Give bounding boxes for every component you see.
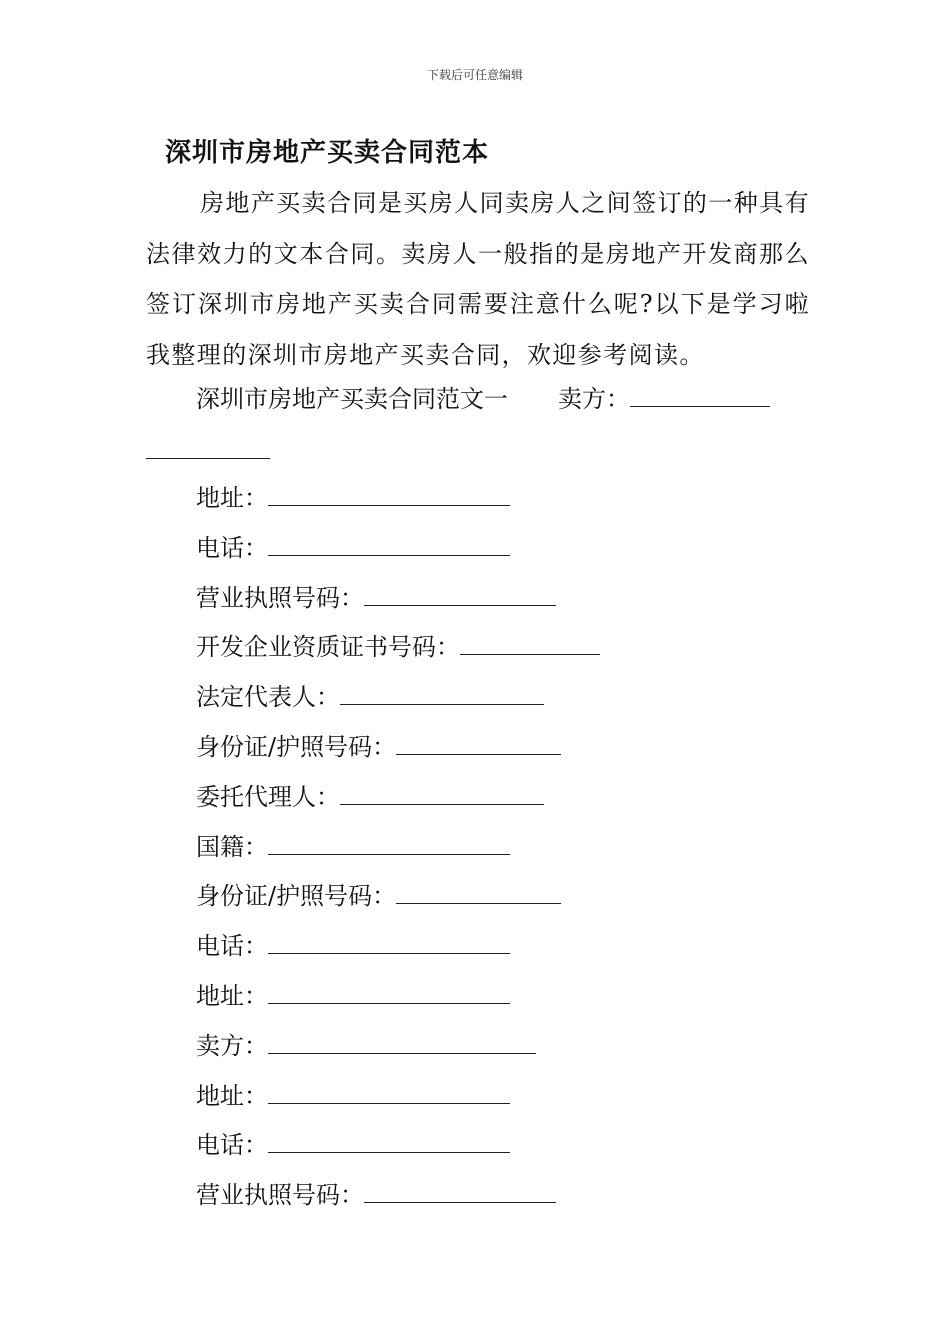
field-row bbox=[196, 1174, 600, 1224]
seller-blank[interactable] bbox=[630, 378, 770, 407]
field-label: 电话： bbox=[196, 533, 268, 562]
field-label: 地址： bbox=[196, 1081, 268, 1110]
field-row bbox=[196, 925, 600, 975]
page-header: 下载后可任意编辑 bbox=[426, 68, 523, 82]
field-blank[interactable] bbox=[268, 975, 510, 1004]
field-blank[interactable] bbox=[268, 527, 510, 556]
field-label: 法定代表人： bbox=[196, 683, 340, 712]
field-row bbox=[196, 1124, 600, 1174]
field-label: 电话： bbox=[196, 932, 268, 961]
field-row bbox=[196, 875, 600, 925]
intro-paragraph: 房地产买卖合同是买房人同卖房人之间签订的一种具有法律效力的文本合同。卖房人一般指的是房地产开发商那么签订深圳市房地产买卖合同需要注意什么呢?以下是学习啦我整理的深圳市房地产买卖合同，欢迎参考阅读。 bbox=[146, 189, 810, 369]
field-row bbox=[196, 826, 600, 876]
field-blank[interactable] bbox=[396, 726, 561, 755]
field-row bbox=[196, 577, 600, 627]
field-label: 身份证/护照号码： bbox=[196, 882, 397, 911]
field-row bbox=[196, 975, 600, 1025]
field-row bbox=[196, 776, 600, 826]
field-blank[interactable] bbox=[268, 477, 510, 506]
field-blank[interactable] bbox=[364, 1174, 556, 1203]
contract-fields bbox=[196, 477, 600, 1224]
field-blank[interactable] bbox=[396, 875, 561, 904]
field-row bbox=[196, 626, 600, 676]
field-blank[interactable] bbox=[364, 577, 556, 606]
field-blank[interactable] bbox=[340, 676, 544, 705]
field-blank[interactable] bbox=[268, 925, 510, 954]
field-label: 卖方： bbox=[196, 1031, 268, 1060]
seller-label: 卖方： bbox=[558, 385, 630, 413]
document-title: 深圳市房地产买卖合同范本 bbox=[165, 138, 490, 168]
field-blank[interactable] bbox=[268, 826, 510, 855]
field-label: 地址： bbox=[196, 484, 268, 512]
field-row bbox=[196, 676, 600, 726]
field-row bbox=[196, 527, 600, 577]
field-label: 地址： bbox=[196, 981, 268, 1010]
sample-heading: 深圳市房地产买卖合同范文一 bbox=[196, 385, 508, 413]
field-label: 营业执照号码： bbox=[196, 583, 364, 612]
field-label: 电话： bbox=[196, 1131, 268, 1160]
field-label: 营业执照号码： bbox=[196, 1181, 364, 1210]
seller-blank-continued[interactable] bbox=[146, 432, 270, 459]
field-label: 国籍： bbox=[196, 832, 268, 861]
field-row bbox=[196, 1025, 600, 1075]
field-row bbox=[196, 1075, 600, 1125]
field-blank[interactable] bbox=[268, 1124, 510, 1153]
field-row bbox=[196, 726, 600, 776]
field-blank[interactable] bbox=[340, 776, 544, 805]
sample-heading-line bbox=[196, 378, 770, 419]
field-label: 身份证/护照号码： bbox=[196, 732, 397, 761]
field-blank[interactable] bbox=[268, 1025, 536, 1054]
field-blank[interactable] bbox=[268, 1075, 510, 1104]
field-label: 开发企业资质证书号码： bbox=[196, 633, 460, 662]
field-blank[interactable] bbox=[460, 626, 600, 655]
field-label: 委托代理人： bbox=[196, 782, 340, 811]
field-row bbox=[196, 477, 600, 527]
